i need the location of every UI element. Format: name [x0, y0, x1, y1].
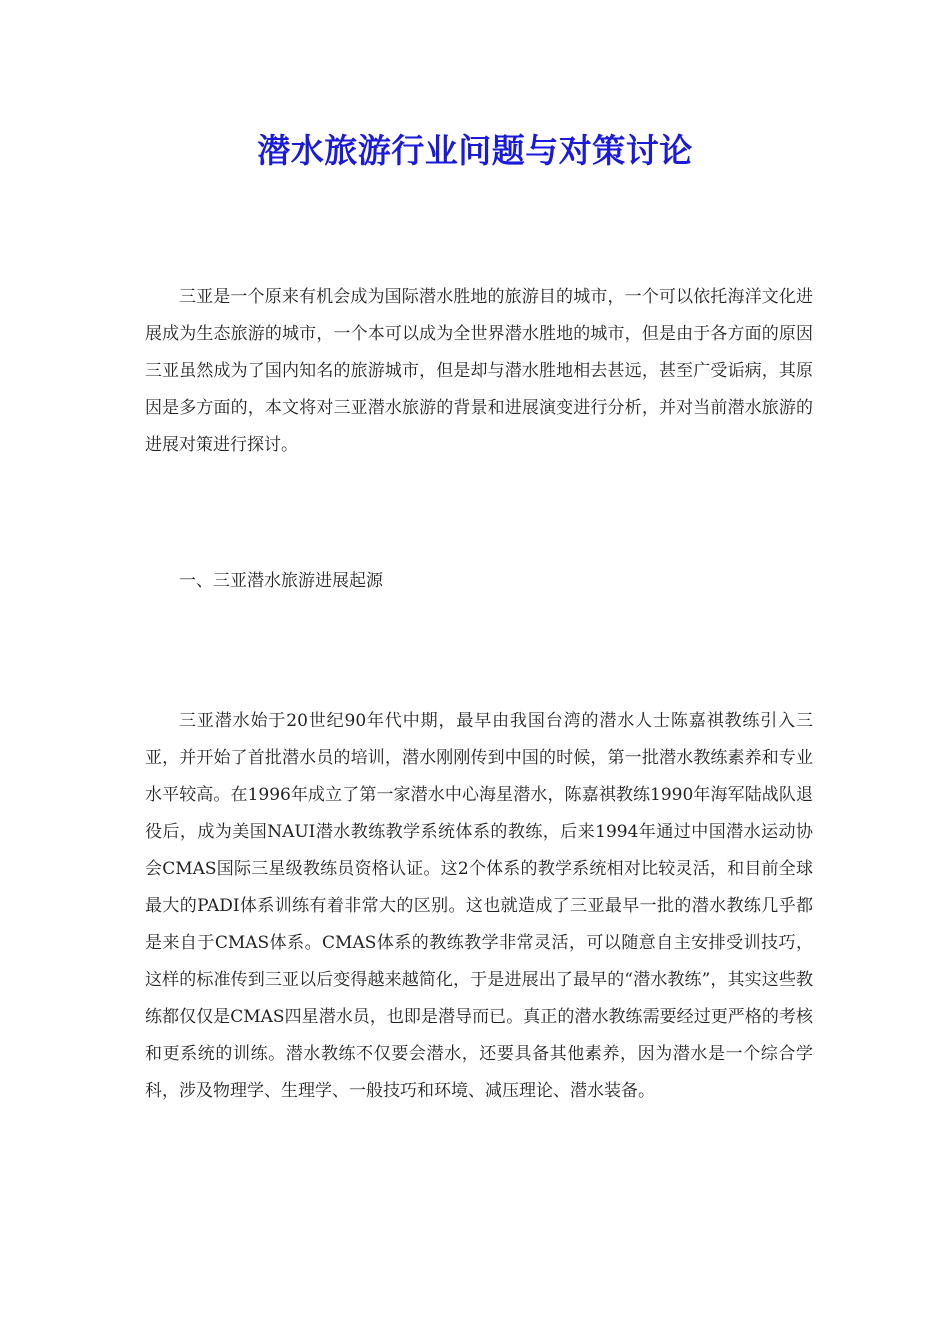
document-title: 潜水旅游行业问题与对策讨论	[257, 131, 693, 170]
section-heading: 一、三亚潜水旅游进展起源	[179, 571, 383, 591]
body-paragraph: 三亚潜水始于20世纪90年代中期，最早由我国台湾的潜水人士陈嘉祺教练引入三亚，并开始了首批潜水员的培训，潜水刚刚传到中国的时候，第一批潜水教练素养和专业水平较高。在1996年成立了第一家潜水中心海星潜水，陈嘉祺教练1990年海军陆战队退役后，成为美国NAUI潜水教练教学系统体系的教练，后来1994年通过中国潜水运动协会CMAS国际三星级教练员资格认证。这2个体系的教学系统相对比较灵活，和目前全球最大的PADI体系训练有着非常大的区别。这也就造成了三亚最早一批的潜水教练几乎都是来自于CMAS体系。CMAS体系的教练教学非常灵活，可以随意自主安排受训技巧，这样的标准传到三亚以后变得越来越简化，于是进展出了最早的“潜水教练”，其实这些教练都仅仅是CMAS四星潜水员，也即是潜导而已。真正的潜水教练需要经过更严格的考核和更系统的训练。潜水教练不仅要会潜水，还要具备其他素养，因为潜水是一个综合学科，涉及物理学、生理学、一般技巧和环境、减压理论、潜水装备。	[145, 711, 813, 1101]
intro-paragraph: 三亚是一个原来有机会成为国际潜水胜地的旅游目的城市，一个可以依托海洋文化进展成为生态旅游的城市，一个本可以成为全世界潜水胜地的城市，但是由于各方面的原因三亚虽然成为了国内知名的旅游城市，但是却与潜水胜地相去甚远，甚至广受诟病，其原因是多方面的，本文将对三亚潜水旅游的背景和进展演变进行分析，并对当前潜水旅游的进展对策进行探讨。	[145, 287, 813, 455]
